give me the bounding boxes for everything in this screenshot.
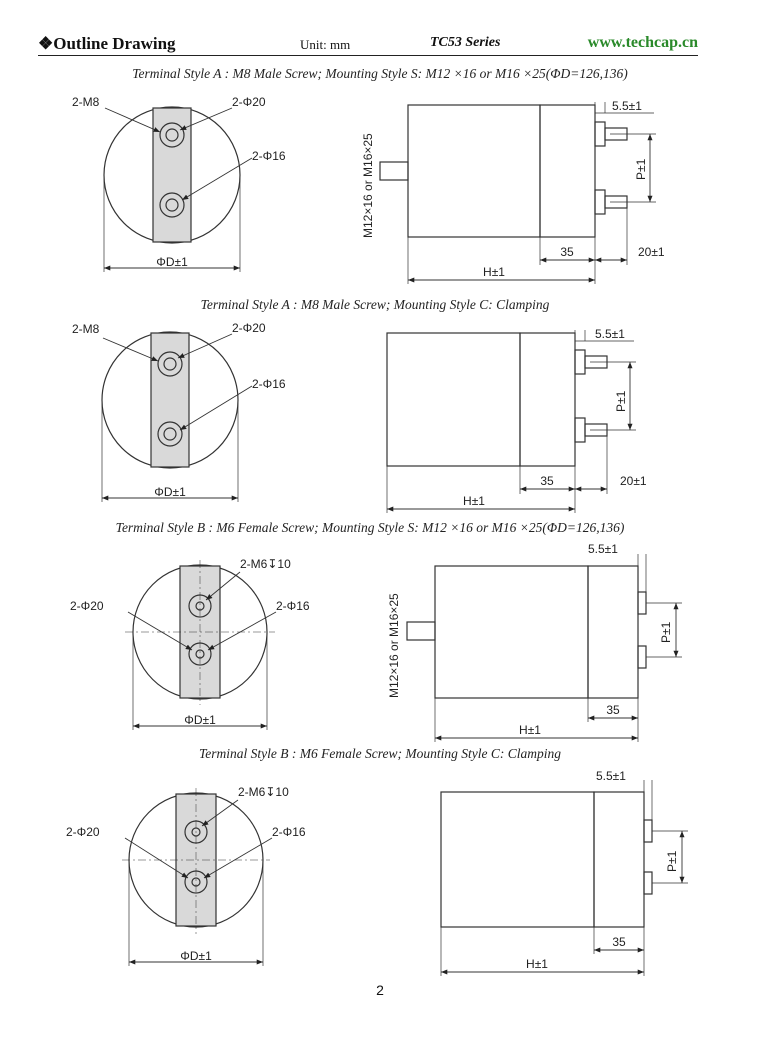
thread-label: 2-M8	[72, 95, 100, 109]
diameter-label: ΦD±1	[154, 485, 186, 499]
capacitor-lid	[594, 792, 644, 927]
pitch-dia-label: 2-Φ16	[252, 377, 286, 391]
section-1-caption: Terminal Style A : M8 Male Screw; Mounting Style S: M12 ×16 or M16 ×25(ΦD=126,136)	[132, 66, 628, 81]
pitch-dia-label: 2-Φ16	[252, 149, 286, 163]
terminal-socket	[638, 646, 646, 668]
thread-label: 2-M6↧10	[240, 557, 291, 571]
mounting-stud	[380, 162, 408, 180]
section-1	[72, 66, 665, 284]
pitch-label: P±1	[634, 158, 648, 180]
diameter-label: ΦD±1	[180, 949, 212, 963]
section-3-top-view	[125, 560, 276, 730]
terminal-dia-label: 2-Φ20	[232, 95, 266, 109]
section-2-side-view	[387, 330, 636, 513]
thread-label: 2-M8	[72, 322, 100, 336]
height-label: H±1	[463, 494, 485, 508]
mounting-stud	[407, 622, 435, 640]
section-4-caption: Terminal Style B : M6 Female Screw; Mounting Style C: Clamping	[199, 746, 561, 761]
terminal-len-label: 20±1	[620, 474, 647, 488]
lid-label: 35	[606, 703, 620, 717]
header-title: ❖Outline Drawing	[38, 34, 176, 53]
diameter-label: ΦD±1	[184, 713, 216, 727]
terminal-socket	[638, 592, 646, 614]
capacitor-lid	[540, 105, 595, 237]
pitch-dia-label: 2-Φ16	[276, 599, 310, 613]
capacitor-body	[408, 105, 540, 237]
section-1-side-view	[380, 102, 656, 284]
terminal-base	[575, 418, 585, 442]
capacitor-body	[441, 792, 594, 927]
section-2-caption: Terminal Style A : M8 Male Screw; Mounting Style C: Clamping	[200, 297, 550, 312]
pitch-label: P±1	[665, 850, 679, 872]
terminal-dia-label: 2-Φ20	[232, 321, 266, 335]
height-label: H±1	[526, 957, 548, 971]
stud-label: M12×16 or M16×25	[361, 133, 375, 238]
terminal-base	[595, 122, 605, 146]
capacitor-lid	[588, 566, 638, 698]
terminal-len-label: 20±1	[638, 245, 665, 259]
pitch-label: P±1	[614, 390, 628, 412]
lid-label: 35	[612, 935, 626, 949]
height-label: H±1	[519, 723, 541, 737]
lid-label: 35	[560, 245, 574, 259]
terminal-h-label: 5.5±1	[595, 327, 625, 341]
stud-label: M12×16 or M16×25	[387, 593, 401, 698]
pitch-dia-label: 2-Φ16	[272, 825, 306, 839]
terminal-socket	[644, 820, 652, 842]
terminal-base	[575, 350, 585, 374]
terminal-h-label: 5.5±1	[588, 542, 618, 556]
terminal-dia-label: 2-Φ20	[66, 825, 100, 839]
section-3-side-view	[407, 554, 682, 742]
section-4-side-view	[441, 780, 688, 976]
page-number: 2	[376, 982, 384, 998]
capacitor-body	[435, 566, 588, 698]
terminal-h-label: 5.5±1	[596, 769, 626, 783]
lid-label: 35	[540, 474, 554, 488]
section-2-top-view	[102, 332, 252, 502]
terminal-bar	[151, 333, 189, 467]
terminal-h-label: 5.5±1	[612, 99, 642, 113]
capacitor-body	[387, 333, 520, 466]
section-4-top-view	[122, 788, 272, 966]
terminal-socket	[644, 872, 652, 894]
section-1-top-view	[104, 107, 252, 272]
terminal-base	[595, 190, 605, 214]
terminal-dia-label: 2-Φ20	[70, 599, 104, 613]
header-website[interactable]: www.techcap.cn	[587, 34, 698, 51]
section-3-caption: Terminal Style B : M6 Female Screw; Mounting Style S: M12 ×16 or M16 ×25(ΦD=126,136)	[115, 520, 625, 535]
section-3	[70, 520, 682, 742]
section-4	[66, 746, 688, 976]
section-2	[72, 297, 647, 513]
height-label: H±1	[483, 265, 505, 279]
capacitor-lid	[520, 333, 575, 466]
diameter-label: ΦD±1	[156, 255, 188, 269]
header-unit: Unit: mm	[300, 37, 351, 52]
header-series: TC53 Series	[430, 35, 501, 50]
thread-label: 2-M6↧10	[238, 785, 289, 799]
pitch-label: P±1	[659, 621, 673, 643]
